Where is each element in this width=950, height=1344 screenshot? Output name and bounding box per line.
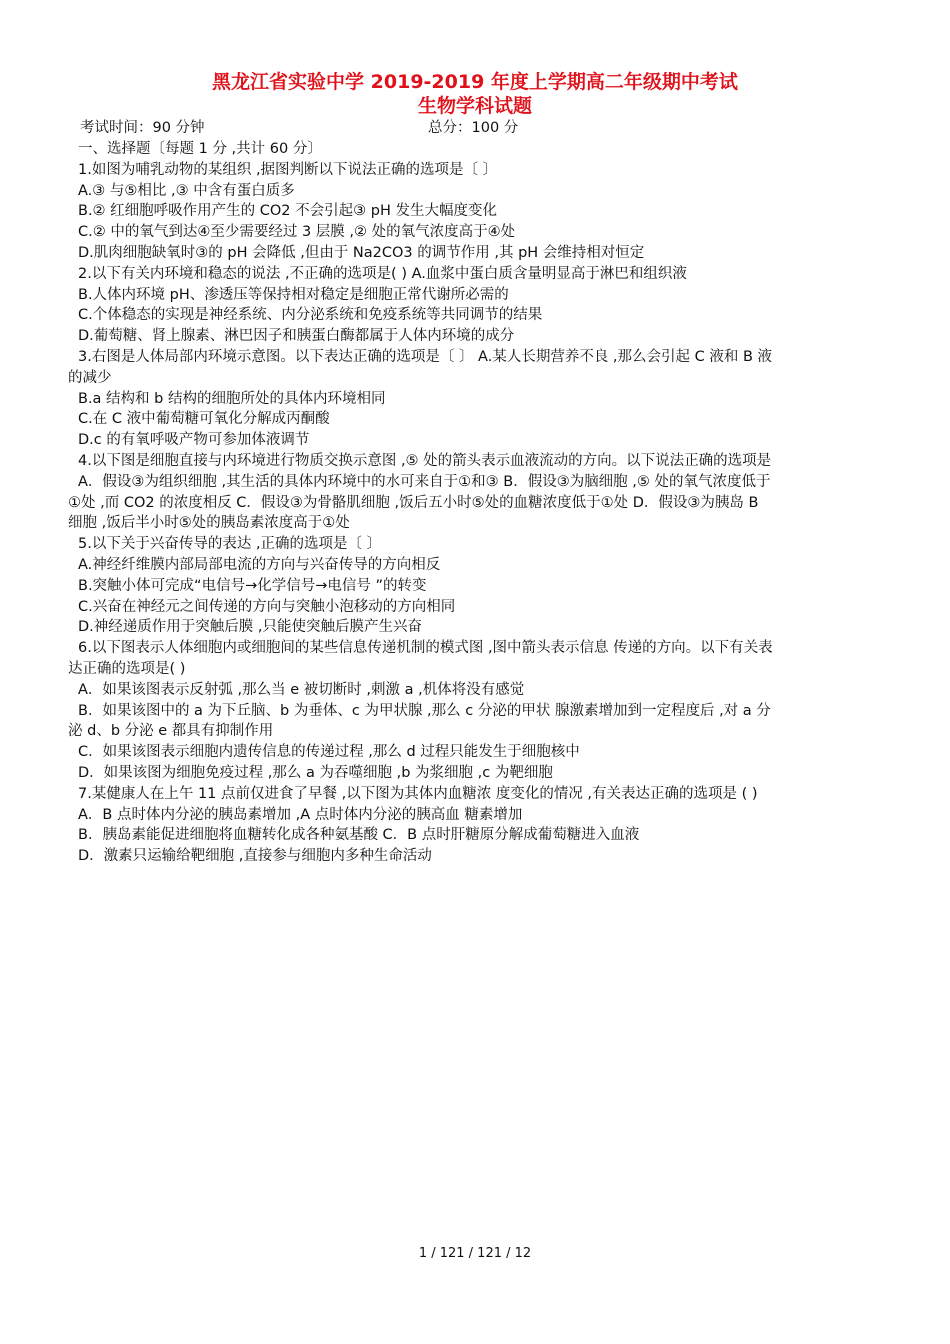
exam-time: 考试时间：90 分钟	[80, 120, 205, 136]
subject-title: 生物学科试题	[417, 95, 532, 117]
text-line: A．如果该图表示反射弧 ,那么当 e 被切断时 ,刺激 a ,机体将没有感觉	[78, 681, 525, 698]
text-line: 7.某健康人在上午 11 点前仅进食了早餐 ,以下图为其体内血糖浓 度变化的情况 ,有关表达正确的选项是 ( )	[78, 785, 758, 802]
text-line: 的减少	[68, 369, 112, 386]
text-line: 泌 d、b 分泌 e 都具有抑制作用	[68, 723, 274, 740]
text-line: D.葡萄糖、肾上腺素、淋巴因子和胰蛋白酶都属于人体内环境的成分	[78, 328, 515, 345]
text-line: A．B 点时体内分泌的胰岛素增加 ,A 点时体内分泌的胰高血 糖素增加	[78, 806, 523, 823]
question-body	[68, 139, 882, 867]
text-line: B.a 结构和 b 结构的细胞所处的具体内环境相同	[78, 390, 386, 407]
text-line: 1.如图为哺乳动物的某组织 ,据图判断以下说法正确的选项是〔 〕	[78, 161, 498, 178]
text-line: A.神经纤维膜内部局部电流的方向与兴奋传导的方向相反	[78, 556, 441, 573]
text-line: B．胰岛素能促进细胞将血糖转化成各种氨基酸 C．B 点时肝糖原分解成葡萄糖进入血液	[78, 827, 640, 844]
text-line: B.② 红细胞呼吸作用产生的 CO2 不会引起③ pH 发生大幅度变化	[78, 203, 497, 220]
text-line: 3.右图是人体局部内环境示意图。以下表达正确的选项是〔 〕 A.某人长期营养不良 ,那么会引起 C 液和 B 液	[78, 348, 773, 365]
text-line: 4.以下图是细胞直接与内环境进行物质交换示意图 ,⑤ 处的箭头表示血液流动的方向。以下说法正确的选项是	[78, 452, 772, 469]
text-line: B.突触小体可完成“电信号→化学信号→电信号 ”的转变	[78, 577, 427, 594]
text-line: D.神经递质作用于突触后膜 ,只能使突触后膜产生兴奋	[78, 619, 422, 636]
text-line: ①处 ,而 CO2 的浓度相反 C．假设③为骨骼肌细胞 ,饭后五小时⑤处的血糖浓度低于①处 D．假设③为胰岛 B	[68, 494, 759, 511]
text-line: B．如果该图中的 a 为下丘脑、b 为垂体、c 为甲状腺 ,那么 c 分泌的甲状 腺激素增加到一定程度后 ,对 a 分	[78, 702, 771, 719]
text-line: D.肌肉细胞缺氧时③的 pH 会降低 ,但由于 Na2CO3 的调节作用 ,其 pH 会维持相对恒定	[78, 244, 645, 261]
text-line: B.人体内环境 pH、渗透压等保持相对稳定是细胞正常代谢所必需的	[78, 286, 509, 303]
text-line: C.在 C 液中葡萄糖可氧化分解成丙酮酸	[78, 411, 330, 428]
text-line: 达正确的选项是( )	[68, 660, 186, 677]
text-line: C.② 中的氧气到达④至少需要经过 3 层膜 ,② 处的氧气浓度高于④处	[78, 224, 516, 241]
text-line: 5.以下关于兴奋传导的表达 ,正确的选项是〔 〕	[78, 536, 382, 553]
text-line: 2.以下有关内环境和稳态的说法 ,不正确的选项是( ) A.血浆中蛋白质含量明显高于淋巴和组织液	[78, 265, 687, 282]
text-line: 细胞 ,饭后半小时⑤处的胰岛素浓度高于①处	[68, 515, 350, 532]
exam-title: 黑龙江省实验中学 2019-2019 年度上学期高二年级期中考试	[212, 71, 738, 93]
page-number: 1 / 121 / 121 / 12	[418, 1246, 532, 1261]
text-line: C.个体稳态的实现是神经系统、内分泌系统和免疫系统等共同调节的结果	[78, 307, 543, 324]
text-line: 6.以下图表示人体细胞内或细胞间的某些信息传递机制的模式图 ,图中箭头表示信息 传递的方向。以下有关表	[78, 640, 773, 657]
text-line: D.c 的有氧呼吸产物可参加体液调节	[78, 432, 310, 449]
text-line: A．假设③为组织细胞 ,其生活的具体内环境中的水可来自于①和③ B．假设③为脑细胞 ,⑤ 处的氧气浓度低于	[78, 473, 771, 490]
text-line: C．如果该图表示细胞内遗传信息的传递过程 ,那么 d 过程只能发生于细胞核中	[78, 744, 580, 761]
total-score: 总分：100 分	[428, 120, 519, 136]
text-line: A.③ 与⑤相比 ,③ 中含有蛋白质多	[78, 182, 295, 199]
text-line: 一、选择题〔每题 1 分 ,共计 60 分〕	[78, 141, 322, 157]
text-line: C.兴奋在神经元之间传递的方向与突触小泡移动的方向相同	[78, 598, 456, 615]
text-line: D．激素只运输给靶细胞 ,直接参与细胞内多种生命活动	[78, 848, 432, 865]
text-line: D．如果该图为细胞免疫过程 ,那么 a 为吞噬细胞 ,b 为浆细胞 ,c 为靶细胞	[78, 764, 553, 781]
